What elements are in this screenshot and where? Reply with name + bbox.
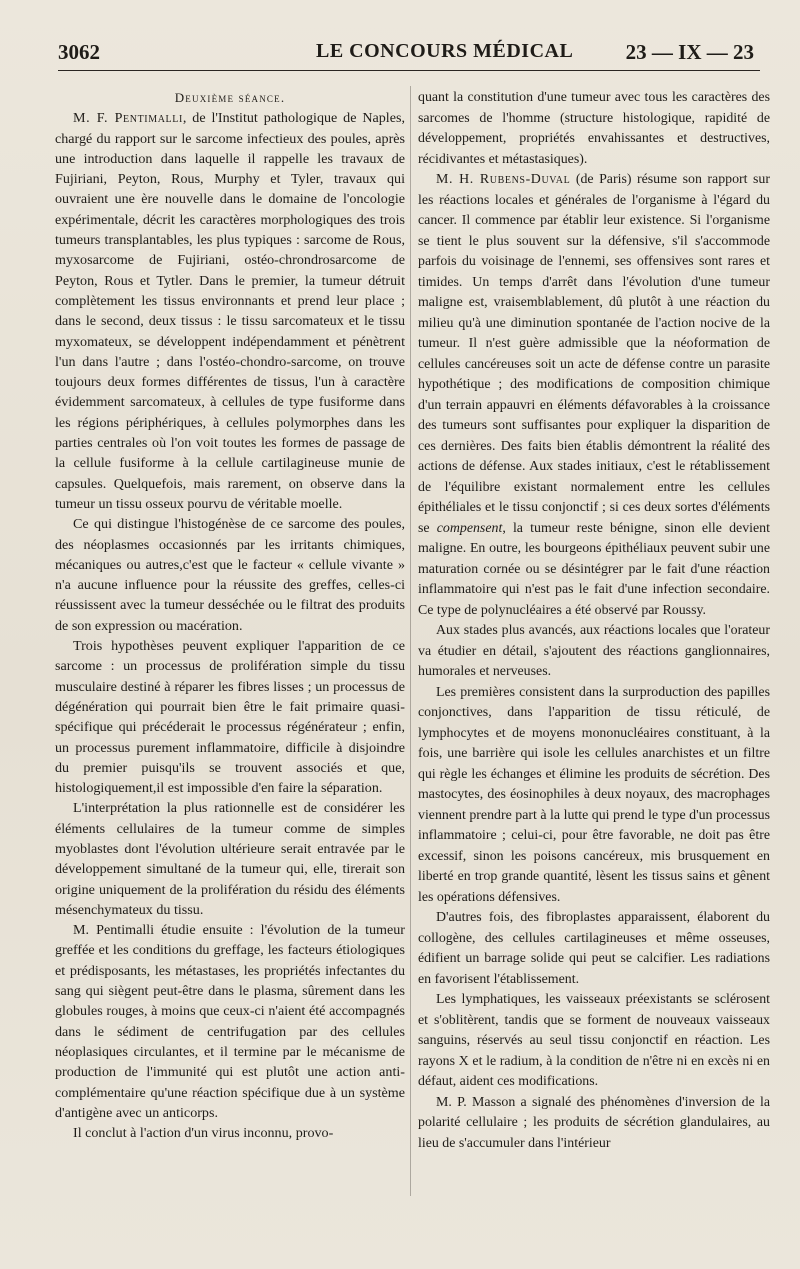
issue-date: 23 — IX — 23 xyxy=(625,40,754,64)
paragraph: quant la constitution d'une tumeur avec tous les caractères des sarcomes de l'homme (structure histologique, rapidité de développement, propriétés envahissantes et destructives, récidivantes et métastasiques). xyxy=(418,90,770,167)
paragraph xyxy=(55,108,405,514)
paragraph: Il conclut à l'action d'un virus inconnu, provo- xyxy=(73,1125,334,1142)
paragraph xyxy=(418,170,770,621)
right-column xyxy=(418,88,770,1154)
paragraph: Les premières consistent dans la surproduction des papilles conjonctives, dans l'apparition de tissu réticulé, de lymphocytes et de moyens mononucléaires constituant, à la fois, une barrière qui isole les cellules anarchistes et un filtre qui règle les échanges et élimine les produits de sécrétion. Des mastocytes, des éosinophiles à deux noyaux, des macrophages viennent prendre part à la lutte qui prend le type d'un processus inflammatoire ; celui-ci, pour être favorable, ne doit pas être excessif, sinon les poisons cancéreux, mis brusquement en liberté en trop grande quantité, lèsent les tissus sains et gênent les opérations défensives. xyxy=(418,684,770,905)
journal-title: LE CONCOURS MÉDICAL xyxy=(316,40,574,62)
section-heading: Deuxième séance. xyxy=(174,90,286,105)
paragraph: D'autres fois, des fibroplastes apparaissent, élaborent du collogène, des cellules cartilagineuses et même osseuses, édifient un barrage solide qui peut se calcifier. Les radiations en favorisent l'établissement. xyxy=(418,910,770,987)
paragraph: Trois hypothèses peuvent expliquer l'apparition de ce sarcome : un processus de prolifération simple du tissu musculaire destiné à réparer les fibres lisses ; un processus de dégénération qui pourrait bien être le fait primaire quasi-spécifique qui précéderait le processus régénérateur ; enfin, un processus purement inflammatoire, difficile à disjoindre du premier puisqu'ils se trouvent associés et que, histologiquement,il est impossible d'en faire la séparation. xyxy=(55,638,405,797)
paragraph: Les lymphatiques, les vaisseaux préexistants se sclérosent et s'oblitèrent, tandis que se forment de nouveaux vaisseaux sanguins, réservés au seul tissu conjonctif en réaction. Les rayons X et le radium, à la condition de n'être ni en excès ni en défaut, aident ces modifications. xyxy=(418,992,770,1089)
page-number: 3062 xyxy=(58,40,100,64)
italic-word: compensent xyxy=(436,520,503,536)
page-header xyxy=(58,40,770,66)
header-rule xyxy=(58,70,760,71)
paragraph-text: , la tumeur reste bénigne, sinon elle devient maligne. En outre, les bourgeons épithéliaux peuvent subir une maturation cornée ou se désintégrer par le fait d'une réaction inflammatoire qui n'est pas le fait d'une infection secondaire. Ce type de polynucléaires a été observé par Roussy. xyxy=(418,520,770,618)
paragraph: Aux stades plus avancés, aux réactions locales que l'orateur va étudier en détail, s'ajoutent des réactions ganglionnaires, humorales et nerveuses. xyxy=(418,623,770,679)
left-column xyxy=(55,88,405,1143)
column-divider xyxy=(410,86,411,1196)
paragraph: Ce qui distingue l'histogénèse de ce sarcome des poules, des néoplasmes occasionnés par les irritants chimiques, mécaniques ou autres,c'est que le facteur « cellule vivante » n'a aucune influence pour la réussite des greffes, celles-ci réussissent avec la tumeur desséchée ou le filtrat des produits de son expression ou macération. xyxy=(55,516,405,634)
paragraph: M. Pentimalli étudie ensuite : l'évolution de la tumeur greffée et les conditions du greffage, les facteurs étiologiques et prédisposants, les métastases, les propriétés infectantes du sang qui siègent peut-être dans le plasma, sûrement dans les globules rouges, à moins que ceux-ci n'aient été accompagnés dans le sédiment de centrifugation par des cellules néoplasiques circulantes, et il termine par le mécanisme de production de l'immunité qui est plutôt une action anti-complémentaire qu'une réaction spécifique due à un système d'antigène avec un anticorps. xyxy=(55,922,405,1121)
speaker-name: M. F. Pentimalli xyxy=(73,110,183,127)
speaker-name: M. H. Rubens-Duval xyxy=(436,172,571,187)
paragraph-text: , de l'Institut pathologique de Naples, chargé du rapport sur le sarcome infectieux des poules, après une introduction dans laquelle il rappelle les travaux de Fujiriani, Peyton, Rous, Murphy et Tyler, travaux qui ouvraient une ère nouvelle dans le domaine de l'oncologie expérimentale, décrit les caractères morphologiques des trois tumeurs transplantables, les plus typiques : sarcome de Rous, myxosarcome de Fujiriani, ostéo-chrondrosarcome de Peyton, Rous et Tytler. Dans le premier, la tumeur détruit complètement les tissus environnants et prend leur place ; dans le second, deux tissus : le tissu sarcomateux et le tissu myxomateux, se développent indépendamment et pénètrent l'un dans l'autre ; dans l'ostéo-chondro-sarcome, on trouve toujours deux formes différentes de tissus, l'un à caractère évidemment sarcomateux, à cellules de type fusiforme dans les régions périphériques, à cellules polymorphes dans les parties centrales où l'on voit toutes les formes de passage de la cellule fusiforme à la cellule cartilagineuse munie de capsules. Quelquefois, mais rarement, on observe dans la tumeur un tissu osseux pourvu de véritable moelle. xyxy=(55,110,405,512)
paragraph: L'interprétation la plus rationnelle est de considérer les éléments cellulaires de la tumeur comme de simples myoblastes dont l'évolution ultérieure serait entravée par le développement simultané de la tumeur qui, elle, tirerait son origine uniquement de la prolifération du résidu des éléments mésenchymateux du tissu. xyxy=(55,800,405,918)
paragraph-text: (de Paris) résume son rapport sur les réactions locales et générales de l'organisme à l'égard du cancer. Il commence par établir leur existence. Si l'organisme se tient le plus souvent sur la défensive, s'il s'accommode parfois du voisinage de l'ennemi, ses offensives sont rares et timides. Un temps d'arrêt dans l'évolution d'une tumeur maligne est, vraisemblablement, dû plutôt à une réaction du milieu qu'à une diminution spontanée de l'action nocive de la tumeur. Il n'est guère admissible que la néoformation de cellules cancéreuses soit un acte de défense contre un parasite hypothétique ; des modifications de composition chimique d'un terrain appauvri en éléments défavorables à la croissance des tumeurs sont suffisantes pour expliquer la disparition de ces dernières. Des faits bien établis démontrent la réalité des actions de défense. Aux stades initiaux, c'est le rétablissement de l'équilibre existant normalement entre les cellules épithéliales et le tissu conjonctif ; si ces deux sortes d'éléments se xyxy=(418,172,770,536)
paragraph: M. P. Masson a signalé des phénomènes d'inversion de la polarité cellulaire ; les produits de sécrétion glandulaires, au lieu de s'accumuler dans l'intérieur xyxy=(418,1094,770,1151)
